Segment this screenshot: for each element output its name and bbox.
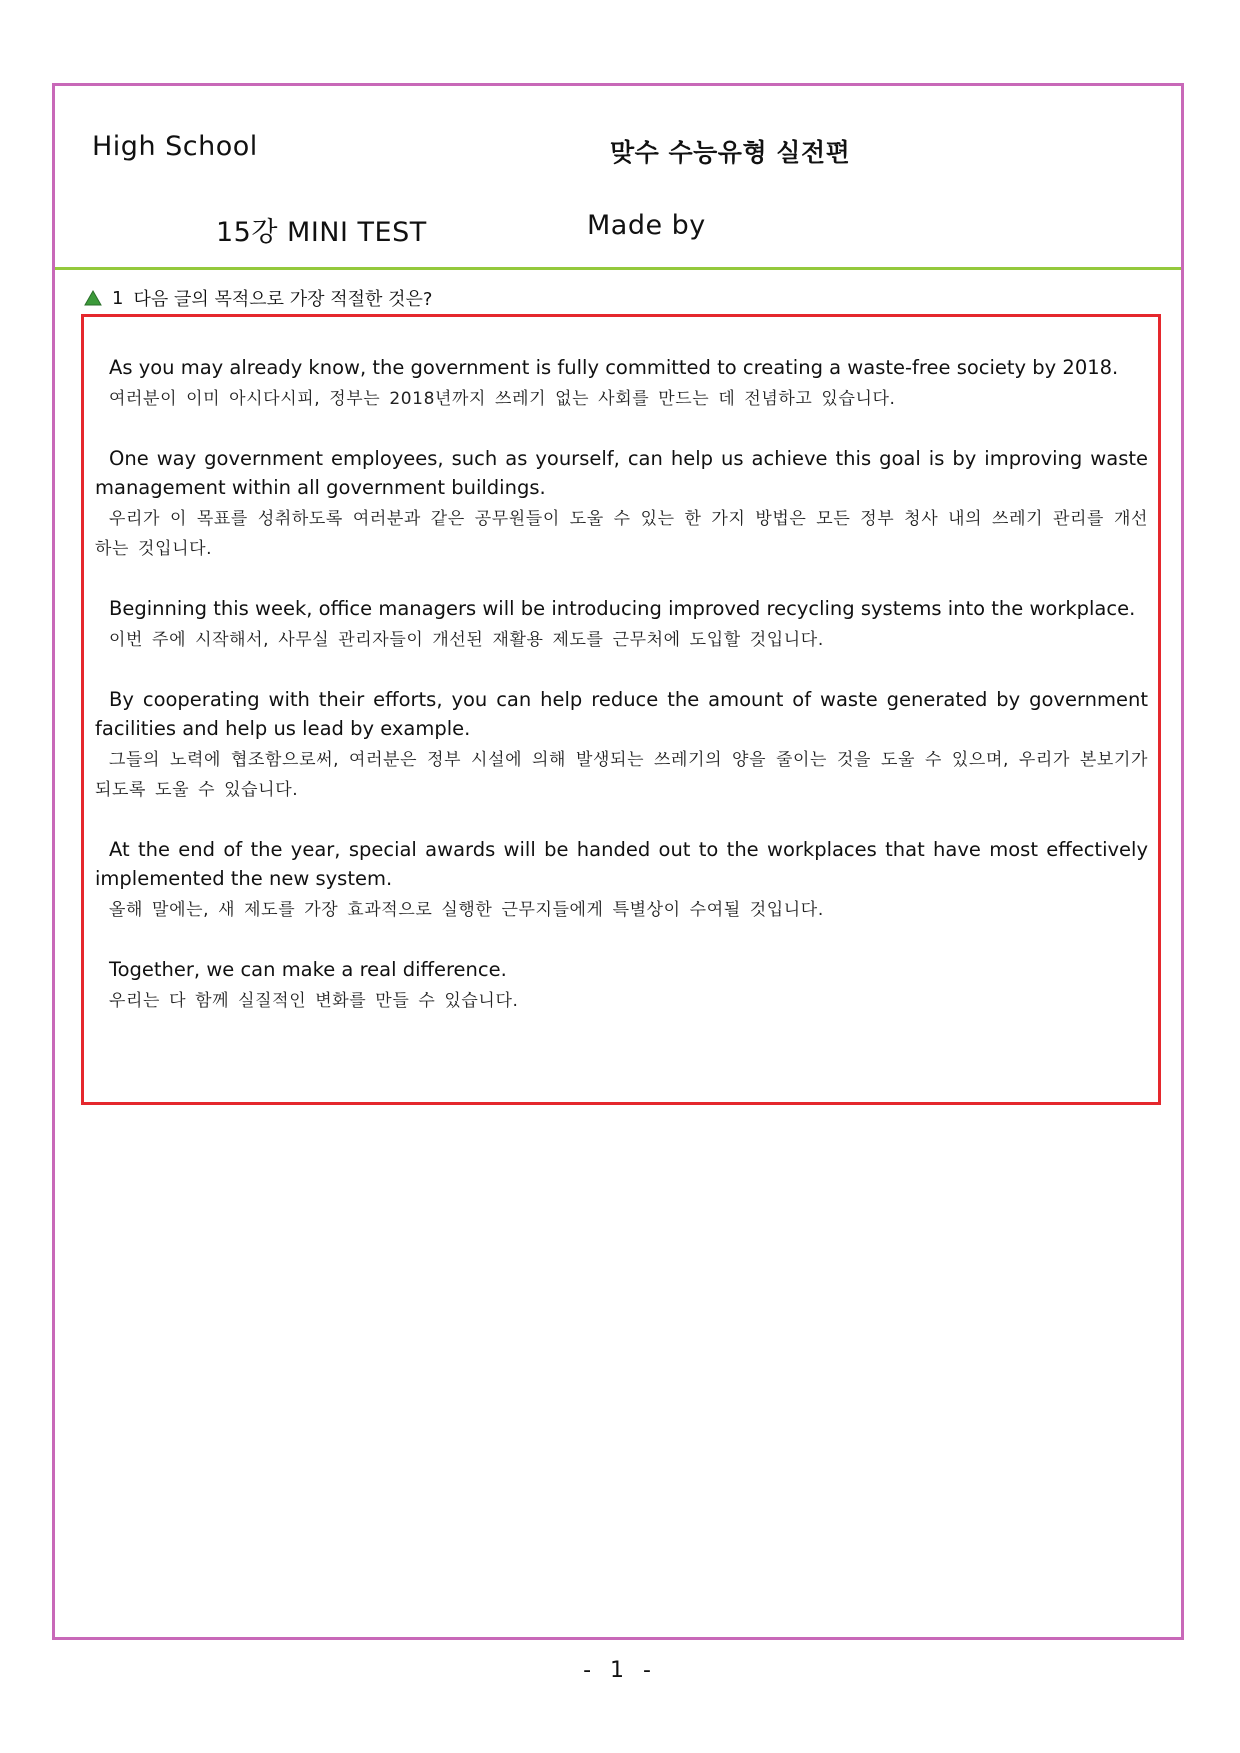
passage-paragraph	[95, 955, 1148, 1016]
passage-korean: 우리가 이 목표를 성취하도록 여러분과 같은 공무원들이 도울 수 있는 한 가지 방법은 모든 정부 청사 내의 쓰레기 관리를 개선하는 것입니다.	[95, 509, 1148, 559]
header-school: High School	[92, 131, 258, 162]
question-text: 다음 글의 목적으로 가장 적절한 것은?	[133, 289, 433, 310]
header-divider	[55, 267, 1181, 270]
question-number: 1	[112, 287, 124, 309]
passage-korean: 이번 주에 시작해서, 사무실 관리자들이 개선된 재활용 제도를 근무처에 도입할 것입니다.	[109, 630, 824, 650]
header-made-by: Made by	[587, 210, 706, 241]
green-triangle-icon	[84, 290, 102, 306]
passage-box	[81, 314, 1161, 1105]
header-lesson: 15강 MINI TEST	[216, 217, 427, 248]
passage-english: At the end of the year, special awards will be handed out to the workplaces that have most effectively implemented the new system.	[95, 838, 1148, 890]
passage-korean: 그들의 노력에 협조함으로써, 여러분은 정부 시설에 의해 발생되는 쓰레기의 양을 줄이는 것을 도울 수 있으며, 우리가 본보기가 되도록 도울 수 있습니다.	[95, 750, 1148, 800]
passage-paragraph	[95, 685, 1148, 805]
header-book-title: 맞수 수능유형 실전편	[610, 138, 851, 167]
passage-english: By cooperating with their efforts, you can help reduce the amount of waste generated by government facilities and help us lead by example.	[95, 688, 1148, 740]
passage-paragraph	[95, 444, 1148, 564]
passage-korean: 우리는 다 함께 실질적인 변화를 만들 수 있습니다.	[109, 991, 519, 1011]
passage-paragraph	[95, 594, 1148, 655]
passage-english: As you may already know, the government is fully committed to creating a waste-free society by 2018.	[109, 356, 1119, 379]
passage-korean: 여러분이 이미 아시다시피, 정부는 2018년까지 쓰레기 없는 사회를 만드는 데 전념하고 있습니다.	[109, 389, 896, 409]
page-number: - 1 -	[583, 1658, 657, 1683]
passage-english: Beginning this week, office managers will be introducing improved recycling systems into the workplace.	[109, 597, 1136, 620]
passage-english: One way government employees, such as yourself, can help us achieve this goal is by improving waste management within all government buildings.	[95, 447, 1148, 499]
passage-korean: 올해 말에는, 새 제도를 가장 효과적으로 실행한 근무지들에게 특별상이 수여될 것입니다.	[109, 900, 824, 920]
passage-paragraph	[95, 353, 1148, 414]
passage-paragraph	[95, 835, 1148, 925]
passage-english: Together, we can make a real difference.	[109, 958, 507, 981]
question-prompt	[84, 285, 432, 311]
